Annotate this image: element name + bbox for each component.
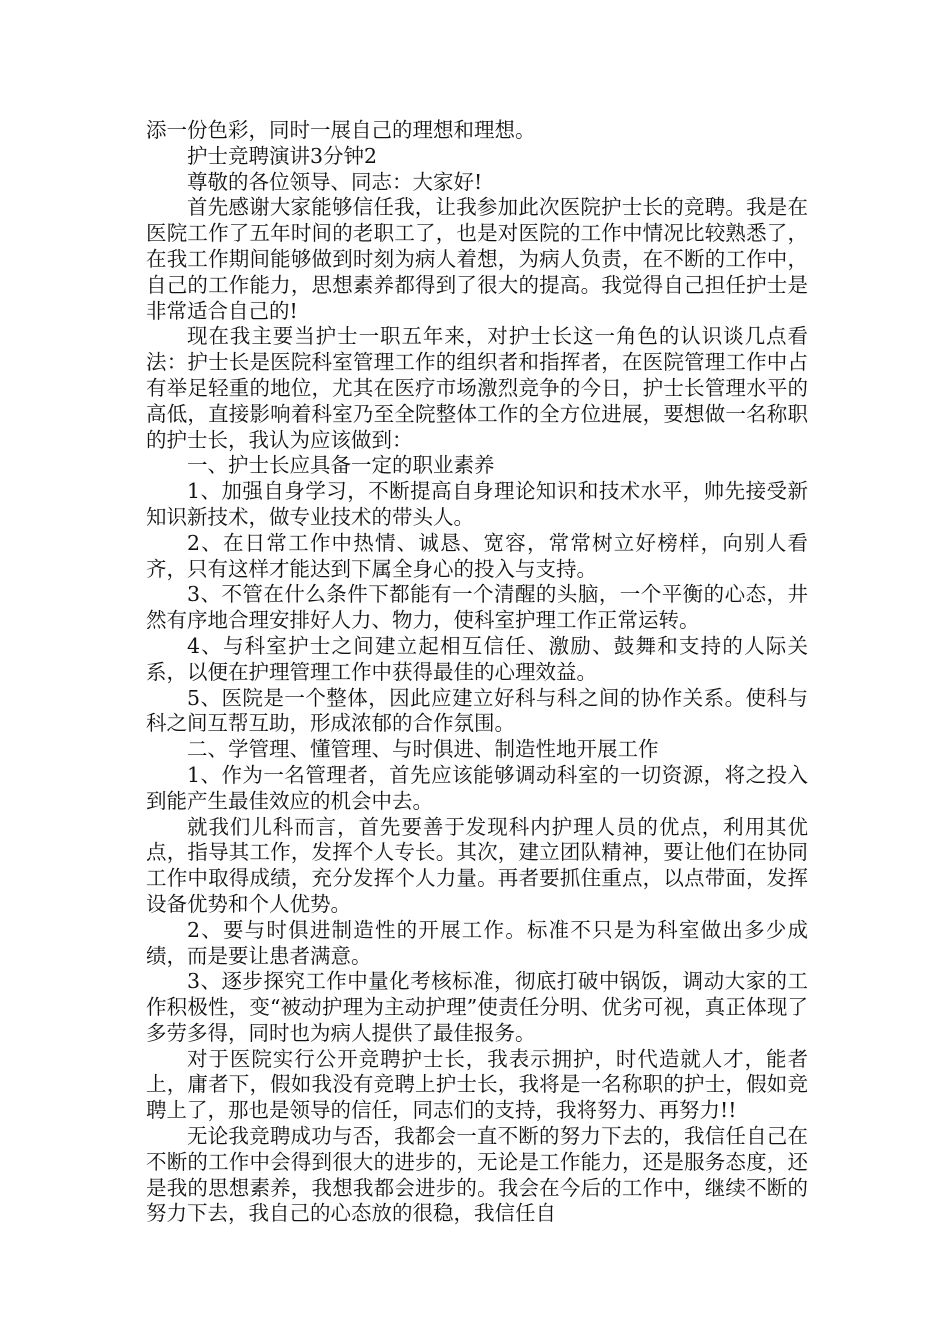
list-item: 3、不管在什么条件下都能有一个清醒的头脑，一个平衡的心态，井然有序地合理安排好人力、物力，使科室护理工作正常运转。 <box>146 582 808 633</box>
list-item: 1、加强自身学习，不断提高自身理论知识和技术水平，帅先接受新知识新技术，做专业技术的带头人。 <box>146 479 808 529</box>
paragraph: 就我们儿科而言，首先要善于发现科内护理人员的优点，利用其优点，指导其工作，发挥个人专长。其次，建立团队精神，要让他们在协同工作中取得成绩，充分发挥个人力量。再者要抓住重点，以点带面，发挥设备优势和个人优势。 <box>146 814 808 916</box>
section-heading: 一、护士长应具备一定的职业素养 <box>187 453 495 478</box>
paragraph: 现在我主要当护士一职五年来，对护士长这一角色的认识谈几点看法：护士长是医院科室管理工作的组织者和指挥者，在医院管理工作中占有举足轻重的地位，尤其在医疗市场激烈竞争的今日，护士长管理水平的高低，直接影响着科室乃至全院整体工作的全方位进展，要想做一名称职的护士长，我认为应该做到： <box>146 324 808 452</box>
salutation: 尊敬的各位领导、同志：大家好! <box>187 169 483 194</box>
list-item: 5、医院是一个整体，因此应建立好科与科之间的协作关系。使科与科之间互帮互助，形成浓郁的合作氛围。 <box>146 685 808 736</box>
list-item: 4、与科室护士之间建立起相互信任、激励、鼓舞和支持的人际关系，以便在护理管理工作中获得最佳的心理效益。 <box>146 633 808 684</box>
paragraph-continuation: 添一份色彩，同时一展自己的理想和理想。 <box>146 118 536 142</box>
list-item: 2、要与时俱进制造性的开展工作。标准不只是为科室做出多少成绩，而是要让患者满意。 <box>146 917 808 968</box>
paragraph: 对于医院实行公开竞聘护士长，我表示拥护，时代造就人才，能者上，庸者下，假如我没有竞聘上护士长，我将是一名称职的护士，假如竞聘上了，那也是领导的信任，同志们的支持，我将努力、再努力!! <box>146 1046 808 1123</box>
list-item: 2、在日常工作中热情、诚恳、宽容，常常树立好榜样，向别人看齐，只有这样才能达到下属全身心的投入与支持。 <box>146 530 808 581</box>
section-heading: 二、学管理、懂管理、与时俱进、制造性地开展工作 <box>187 737 659 762</box>
document-body <box>146 118 808 1227</box>
paragraph: 无论我竞聘成功与否，我都会一直不断的努力下去的，我信任自己在不断的工作中会得到很大的进步的，无论是工作能力，还是服务态度，还是我的思想素养，我想我都会进步的。我会在今后的工作中，继续不断的努力下去，我自己的心态放的很稳，我信任自 <box>146 1124 808 1226</box>
list-item: 1、作为一名管理者，首先应该能够调动科室的一切资源，将之投入到能产生最佳效应的机会中去。 <box>146 762 808 813</box>
list-item: 3、逐步探究工作中量化考核标准，彻底打破中锅饭，调动大家的工作积极性，变“被动护理为主动护理”使责任分明、优劣可视，真正体现了多劳多得，同时也为病人提供了最佳报务。 <box>146 969 808 1045</box>
speech-title: 护士竞聘演讲3分钟2 <box>187 143 378 168</box>
paragraph: 首先感谢大家能够信任我，让我参加此次医院护士长的竞聘。我是在医院工作了五年时间的老职工了，也是对医院的工作中情况比较熟悉了，在我工作期间能够做到时刻为病人着想，为病人负责，在不断的工作中，自己的工作能力，思想素养都得到了很大的提高。我觉得自己担任护士是非常适合自己的! <box>146 195 808 323</box>
